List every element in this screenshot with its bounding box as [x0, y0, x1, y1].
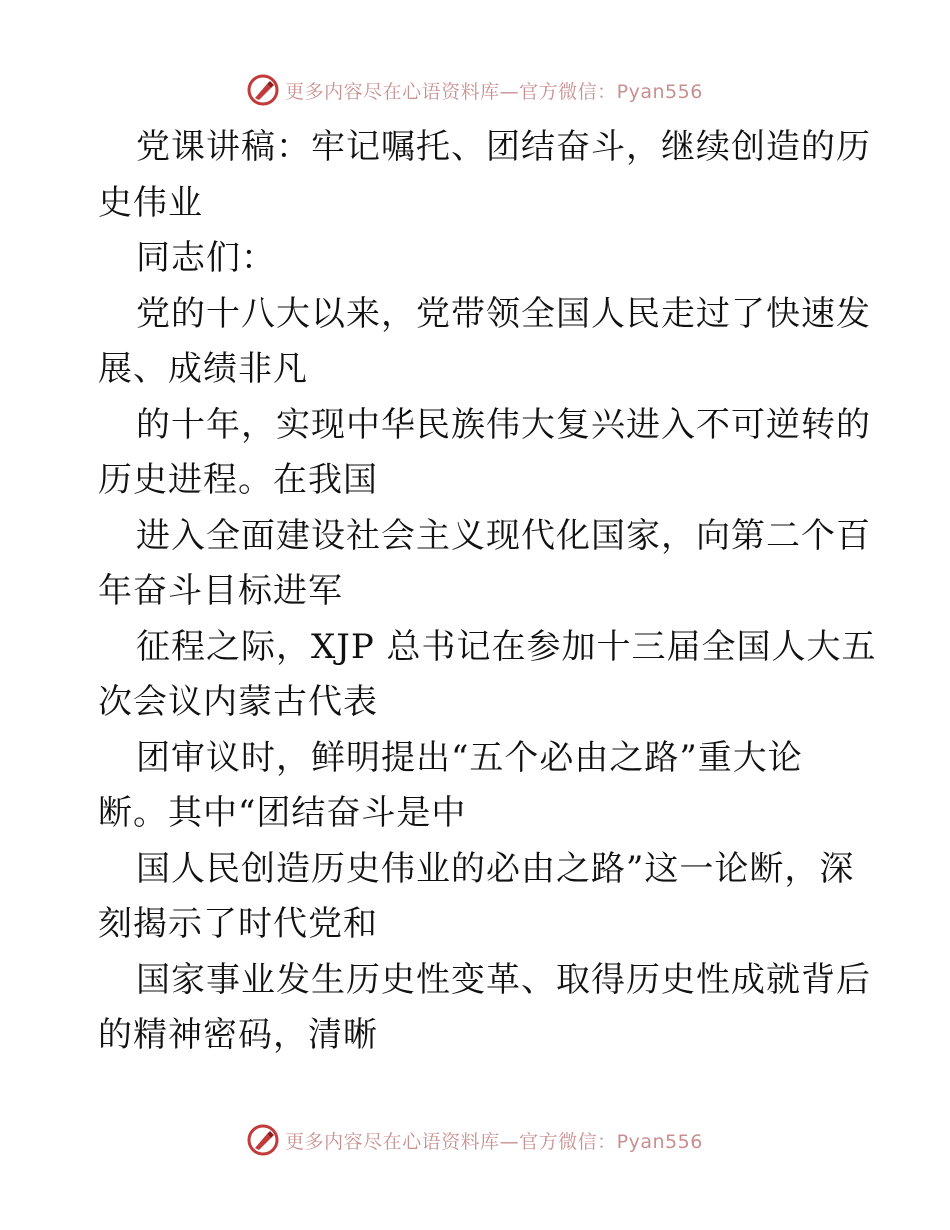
paragraph-line: 年奋斗目标进军: [98, 571, 343, 611]
paragraph-line: 刻揭示了时代党和: [98, 904, 378, 944]
document-body: [98, 120, 877, 1064]
pen-logo-icon: [247, 1124, 279, 1156]
salutation: 同志们：: [136, 238, 276, 278]
paragraph-line: 展、成绩非凡: [98, 349, 308, 389]
pen-logo-icon: [247, 74, 279, 106]
watermark-text: 更多内容尽在心语资料库—官方微信：Pyan556: [285, 80, 703, 103]
watermark-header: [0, 72, 950, 108]
paragraph-line: 的精神密码，清晰: [98, 1015, 378, 1055]
paragraph-line: 团审议时，鲜明提出“五个必由之路”重大论: [136, 737, 803, 778]
paragraph-line: 历史进程。在我国: [98, 460, 378, 500]
title-line-1: 党课讲稿：牢记嘱托、团结奋斗，继续创造的历: [136, 127, 871, 167]
paragraph-line: 征程之际，XJP 总书记在参加十三届全国人大五: [136, 626, 877, 667]
paragraph-line: 进入全面建设社会主义现代化国家，向第二个百: [136, 515, 871, 556]
paragraph-line: 国家事业发生历史性变革、取得历史性成就背后: [136, 959, 871, 1000]
paragraph-line: 党的十八大以来，党带领全国人民走过了快速发: [136, 293, 871, 334]
watermark-footer: [0, 1122, 950, 1158]
title-line-2: 史伟业: [98, 182, 203, 223]
paragraph-line: 断。其中“团结奋斗是中: [98, 793, 467, 833]
paragraph-line: 国人民创造历史伟业的必由之路”这一论断，深: [136, 848, 855, 889]
paragraph-line: 次会议内蒙古代表: [98, 682, 378, 722]
watermark-text: 更多内容尽在心语资料库—官方微信：Pyan556: [285, 1130, 703, 1153]
paragraph-line: 的十年，实现中华民族伟大复兴进入不可逆转的: [136, 404, 871, 445]
